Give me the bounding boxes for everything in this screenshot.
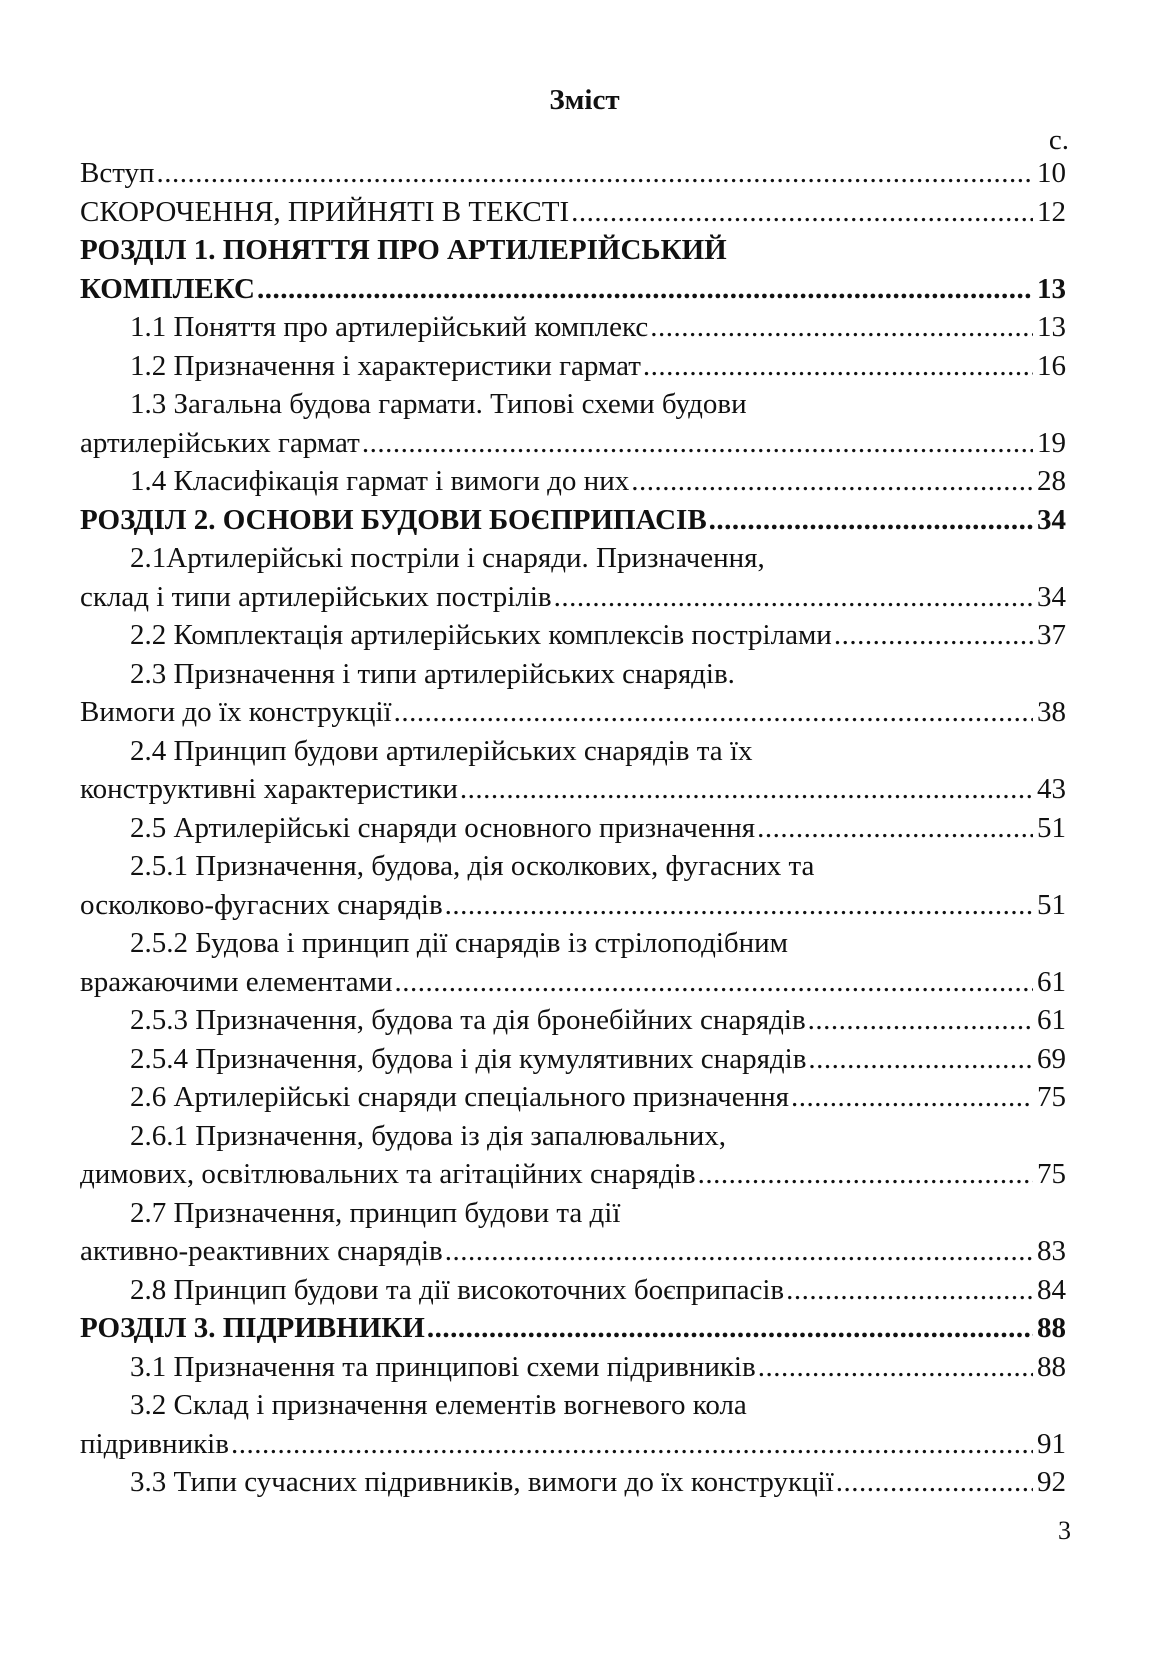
toc-entry-page: 12: [1037, 195, 1066, 228]
dot-leader: [395, 963, 1034, 1002]
toc-entry-title-line1: 2.4 Принцип будови артилерійських снарядів та їх: [130, 734, 753, 767]
toc-entry-page: 37: [1037, 619, 1066, 651]
toc-entry-page: 19: [1037, 426, 1066, 459]
toc-entry-page: 75: [1037, 1158, 1066, 1190]
toc-entry-page: 91: [1037, 1427, 1066, 1460]
dot-leader: [758, 1348, 1033, 1387]
page-number: 3: [1058, 1516, 1071, 1545]
dot-leader: [709, 501, 1033, 540]
toc-entry-2-5[interactable]: [80, 809, 1066, 848]
toc-entry-1-3[interactable]: [80, 385, 1066, 462]
toc-entry-chapter-1[interactable]: [80, 231, 1066, 308]
toc-entry-page: 51: [1037, 888, 1066, 921]
toc-entry-page: 34: [1037, 503, 1066, 536]
toc-entry-title: Вимоги до їх конструкції: [80, 696, 392, 728]
toc-entry-page: 51: [1037, 811, 1066, 844]
page-title: Зміст: [549, 84, 620, 116]
toc-entry-title: підривників: [80, 1427, 229, 1460]
toc-entry-title: 2.5.3 Призначення, будова та дія бронебійних снарядів: [130, 1004, 806, 1036]
toc-entry-2-3[interactable]: [80, 655, 1066, 732]
dot-leader: [362, 424, 1033, 463]
toc-entry-title: 2.6 Артилерійські снаряди спеціального призначення: [130, 1081, 789, 1113]
toc-entry-2-5-3[interactable]: [80, 1001, 1066, 1040]
toc-entry-title: 3.1 Призначення та принципові схеми підривників: [130, 1350, 756, 1383]
toc-entry-page: 38: [1037, 696, 1066, 728]
toc-entry-title: 1.4 Класифікація гармат і вимоги до них: [130, 465, 630, 497]
toc-entry-title-line1: 2.1Артилерійські постріли і снаряди. Призначення,: [130, 542, 765, 574]
toc-entry-2-4[interactable]: [80, 732, 1066, 809]
toc-entry-title-line1: 2.5.2 Будова і принцип дії снарядів із стрілоподібним: [130, 927, 789, 959]
toc-entry-title: артилерійських гармат: [80, 426, 360, 459]
toc-entry-page: 16: [1037, 349, 1066, 382]
page-column-label: с.: [1048, 124, 1069, 156]
toc-entry-title: Вступ: [80, 157, 155, 189]
toc-entry-page: 61: [1037, 1004, 1066, 1036]
toc-entry-title: димових, освітлювальних та агітаційних снарядів: [80, 1158, 696, 1190]
toc-entry-abbreviations[interactable]: [80, 193, 1066, 232]
toc-entry-title: активно-реактивних снарядів: [80, 1235, 443, 1267]
dot-leader: [394, 693, 1033, 732]
toc-entry-title-line1: 2.3 Призначення і типи артилерійських снарядів.: [130, 657, 735, 690]
toc-entry-page: 43: [1037, 773, 1066, 805]
toc-entry-page: 92: [1037, 1466, 1066, 1498]
table-of-contents: [80, 154, 1066, 1502]
toc-entry-3-1[interactable]: [80, 1348, 1066, 1387]
dot-leader: [834, 616, 1033, 655]
toc-entry-title: 3.3 Типи сучасних підривників, вимоги до їх конструкції: [130, 1466, 834, 1498]
dot-leader: [231, 1425, 1033, 1464]
toc-entry-2-6-1[interactable]: [80, 1117, 1066, 1194]
toc-entry-page: 88: [1037, 1350, 1066, 1383]
toc-entry-page: 83: [1037, 1235, 1066, 1267]
toc-entry-2-5-2[interactable]: [80, 924, 1066, 1001]
dot-leader: [757, 809, 1033, 848]
toc-entry-title: СКОРОЧЕННЯ, ПРИЙНЯТІ В ТЕКСТІ: [80, 195, 570, 228]
toc-entry-page: 28: [1037, 465, 1066, 497]
dot-leader: [460, 770, 1033, 809]
dot-leader: [157, 154, 1033, 193]
dot-leader: [650, 308, 1033, 347]
toc-entry-title: 2.8 Принцип будови та дії високоточних боєприпасів: [130, 1273, 785, 1306]
toc-entry-2-2[interactable]: [80, 616, 1066, 655]
toc-entry-2-6[interactable]: [80, 1078, 1066, 1117]
toc-entry-page: 13: [1037, 311, 1066, 343]
toc-entry-2-5-1[interactable]: [80, 847, 1066, 924]
toc-entry-2-8[interactable]: [80, 1271, 1066, 1310]
toc-entry-1-1[interactable]: [80, 308, 1066, 347]
toc-entry-title: осколково-фугасних снарядів: [80, 888, 443, 921]
dot-leader: [808, 1001, 1033, 1040]
toc-entry-title: КОМПЛЕКС: [80, 272, 255, 305]
toc-entry-title: 1.1 Поняття про артилерійський комплекс: [130, 311, 649, 343]
toc-entry-page: 34: [1037, 580, 1066, 613]
toc-entry-page: 84: [1037, 1273, 1066, 1306]
toc-entry-title: 2.5.4 Призначення, будова і дія кумулятивних снарядів: [130, 1042, 807, 1075]
dot-leader: [427, 1309, 1033, 1348]
toc-entry-page: 10: [1037, 157, 1066, 189]
toc-entry-1-4[interactable]: [80, 462, 1066, 501]
toc-entry-1-2[interactable]: [80, 347, 1066, 386]
toc-entry-title-line1: 1.3 Загальна будова гармати. Типові схеми будови: [130, 388, 747, 420]
dot-leader: [445, 886, 1033, 925]
dot-leader: [631, 462, 1033, 501]
toc-entry-title-line1: РОЗДІЛ 1. ПОНЯТТЯ ПРО АРТИЛЕРІЙСЬКИЙ: [80, 234, 727, 266]
toc-entry-title: 2.2 Комплектація артилерійських комплексів пострілами: [130, 619, 832, 651]
dot-leader: [643, 347, 1033, 386]
toc-entry-title: 2.5 Артилерійські снаряди основного призначення: [130, 811, 756, 844]
toc-entry-title: склад і типи артилерійських пострілів: [80, 580, 552, 613]
toc-entry-page: 69: [1037, 1042, 1066, 1075]
toc-entry-page: 61: [1037, 965, 1066, 998]
toc-entry-2-5-4[interactable]: [80, 1040, 1066, 1079]
dot-leader: [445, 1232, 1033, 1271]
toc-entry-2-1[interactable]: [80, 539, 1066, 616]
toc-entry-title: 1.2 Призначення і характеристики гармат: [130, 349, 641, 382]
toc-entry-page: 88: [1037, 1312, 1066, 1344]
dot-leader: [786, 1271, 1033, 1310]
dot-leader: [698, 1155, 1033, 1194]
toc-entry-page: 13: [1037, 272, 1066, 305]
toc-entry-2-7[interactable]: [80, 1194, 1066, 1271]
toc-entry-3-2[interactable]: [80, 1386, 1066, 1463]
toc-entry-3-3[interactable]: [80, 1463, 1066, 1502]
toc-entry-title: вражаючими елементами: [80, 965, 393, 998]
toc-entry-title: конструктивні характеристики: [80, 773, 458, 805]
dot-leader: [836, 1463, 1033, 1502]
toc-entry-title: РОЗДІЛ 3. ПІДРИВНИКИ: [80, 1312, 425, 1344]
dot-leader: [791, 1078, 1033, 1117]
toc-entry-chapter-2[interactable]: [80, 501, 1066, 540]
toc-entry-page: 75: [1037, 1081, 1066, 1113]
dot-leader: [257, 270, 1033, 309]
dot-leader: [554, 578, 1033, 617]
toc-entry-title-line1: 2.6.1 Призначення, будова із дія запалювальних,: [130, 1119, 727, 1152]
toc-entry-title-line1: 2.7 Призначення, принцип будови та дії: [130, 1196, 621, 1229]
dot-leader: [571, 193, 1033, 232]
toc-entry-chapter-3[interactable]: [80, 1309, 1066, 1348]
dot-leader: [808, 1040, 1033, 1079]
toc-entry-title-line1: 3.2 Склад і призначення елементів вогневого кола: [130, 1389, 747, 1421]
toc-entry-title-line1: 2.5.1 Призначення, будова, дія осколкових, фугасних та: [130, 850, 815, 882]
toc-entry-intro[interactable]: [80, 154, 1066, 193]
toc-entry-title: РОЗДІЛ 2. ОСНОВИ БУДОВИ БОЄПРИПАСІВ: [80, 503, 707, 536]
